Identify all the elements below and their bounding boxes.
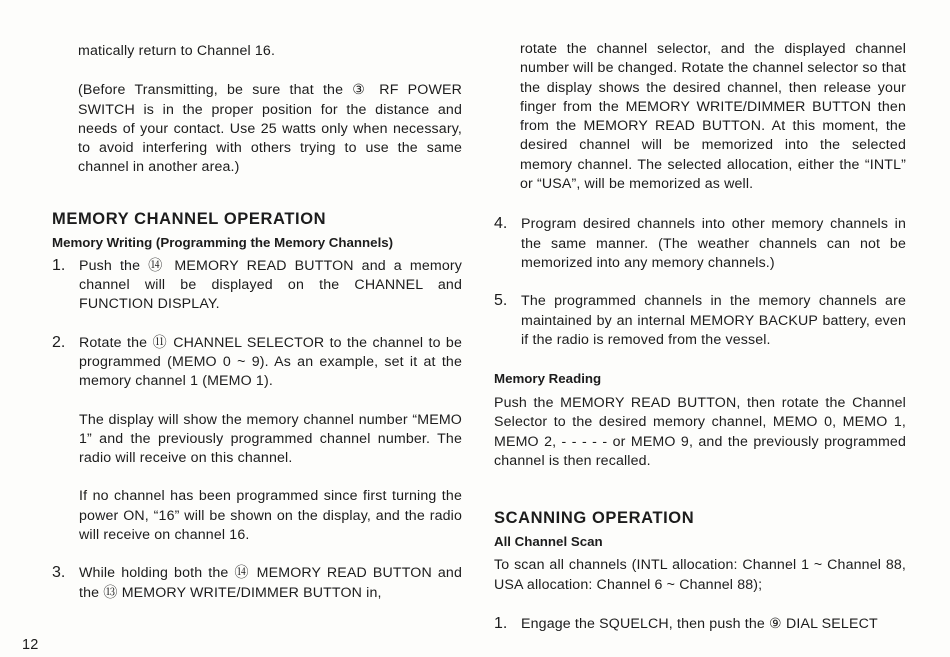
list-item-2 — [52, 334, 462, 546]
list-item-5 — [494, 292, 906, 350]
subheading-all-channel-scan: All Channel Scan — [494, 534, 603, 550]
list-number: 4. — [494, 215, 508, 233]
list-item-paragraph: The display will show the memory channel number “MEMO 1” and the previously programmed channel number. The radio will receive on this channel. — [79, 411, 462, 467]
list-number: 3. — [52, 564, 66, 582]
list-item-3 — [52, 564, 462, 603]
list-number: 1. — [52, 256, 66, 274]
list-item-text: The programmed channels in the memory channels are maintained by an internal MEMORY BACKUP battery, even if the radio is removed from the vessel. — [521, 293, 906, 348]
list-item-4 — [494, 215, 906, 273]
list-number: 5. — [494, 292, 508, 310]
list-number: 2. — [52, 333, 66, 351]
paragraph-memory-reading: Push the MEMORY READ BUTTON, then rotate the Channel Selector to the desired memory channel, MEMO 0, MEMO 1, MEMO 2, - - - - - or MEMO 9, and the previously programmed channel is then recalled. — [494, 395, 906, 470]
list-item-text: Engage the SQUELCH, then push the ⑨ DIAL SELECT — [521, 615, 878, 632]
list-item-step-1 — [494, 615, 906, 634]
heading-memory-channel-operation: MEMORY CHANNEL OPERATION — [52, 209, 327, 228]
paragraph-all-channel-scan: To scan all channels (INTL allocation: Channel 1 ~ Channel 88, USA allocation: Channel 6 ~ Channel 88); — [494, 557, 906, 593]
subheading-memory-writing: Memory Writing (Programming the Memory Channels) — [52, 234, 394, 250]
heading-scanning-operation: SCANNING OPERATION — [494, 509, 695, 528]
list-item-text: Rotate the ⑪ CHANNEL SELECTOR to the channel to be programmed (MEMO 0 ~ 9). As an example, set it at the memory channel 1 (MEMO 1). — [79, 334, 462, 390]
list-item-text: Push the ⑭ MEMORY READ BUTTON and a memory channel will be displayed on the CHANNEL and FUNCTION DISPLAY. — [79, 257, 462, 313]
paragraph-continued: matically return to Channel 16. — [78, 43, 276, 59]
paragraph-before-transmitting: (Before Transmitting, be sure that the ③ RF POWER SWITCH is in the proper position for the distance and needs of your contact. Use 25 watts only when necessary, to avoid interfering with others trying to use the same channel in another area.) — [78, 82, 462, 176]
list-number: 1. — [494, 614, 508, 632]
list-item-1 — [52, 257, 462, 315]
list-item-text: While holding both the ⑭ MEMORY READ BUTTON and the ⑬ MEMORY WRITE/DIMMER BUTTON in, — [79, 565, 462, 601]
subheading-memory-reading: Memory Reading — [494, 371, 602, 387]
page-number: 12 — [22, 637, 39, 653]
list-item-3-continued: rotate the channel selector, and the displayed channel number will be changed. Rotate the channel selector so that the display shows the desired channel, then release your finger from the MEMORY WRITE/DIMMER BUTTON then from the MEMORY READ BUTTON. At this moment, the desired channel will be memorized into the selected memory channel. The selected allocation, either the “INTL” or “USA”, will be memorized as well. — [520, 41, 906, 193]
left-column — [52, 0, 462, 603]
list-item-paragraph: If no channel has been programmed since first turning the power ON, “16” will be shown on the display, and the radio will receive on channel 16. — [79, 488, 462, 544]
list-item-text: Program desired channels into other memory channels in the same manner. (The weather channels can not be memorized into any memory channels.) — [521, 216, 906, 271]
right-column — [494, 0, 906, 634]
